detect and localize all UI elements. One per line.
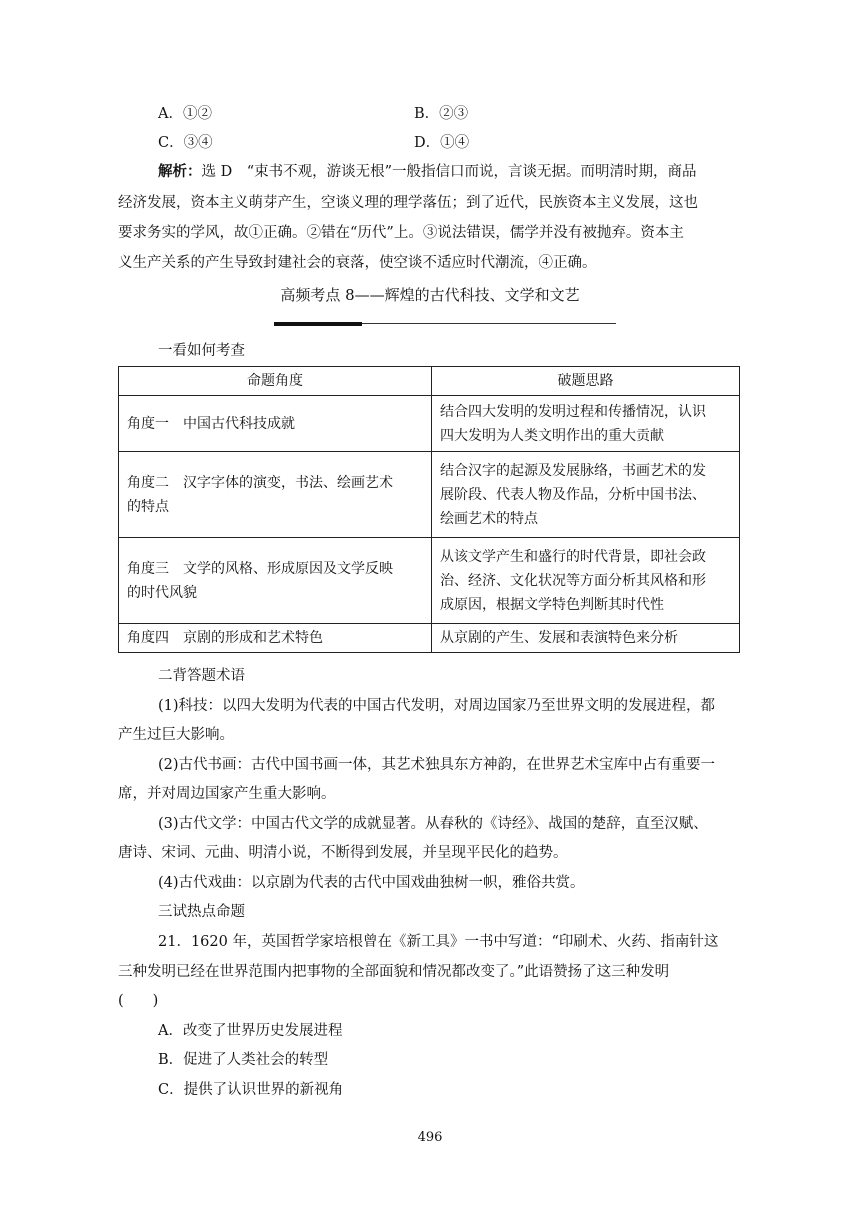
choice-c: C．提供了认识世界的新视角 [158,1082,344,1098]
table-header-angle: 命题角度 [119,367,432,396]
table-row [119,624,740,653]
table-row [119,396,740,452]
table-cell-angle: 角度三 文学的风格、形成原因及文学反映 的时代风貌 [119,538,432,624]
table-cell-angle: 角度二 汉字字体的演变，书法、绘画艺术 的特点 [119,452,432,538]
option-c: C．③④ [158,135,213,151]
option-a: A．①② [158,106,212,122]
page-number: 496 [417,1130,443,1145]
analysis-label: 解析： [158,163,202,180]
question-line-2: 三种发明已经在世界范围内把事物的全部面貌和情况都改变了。”此语赞扬了这三种发明 [118,964,670,980]
table-header-row [119,367,740,396]
term-3-line-2: 唐诗、宋词、元曲、明清小说，不断得到发展，并呈现平民化的趋势。 [118,845,568,861]
question-line-3: ( ) [118,993,159,1009]
analysis-line-2: 经济发展，资本主义萌芽产生，空谈义理的理学落伍；到了近代，民族资本主义发展，这也 [118,195,698,211]
option-b: B．②③ [414,106,469,122]
table-cell-approach: 结合汉字的起源及发展脉络，书画艺术的发 展阶段、代表人物及作品，分析中国书法、 绘画艺术的特点 [432,452,740,538]
analysis-line-3: 要求务实的学风，故①正确。②错在“历代”上。③说法错误，儒学并没有被抛弃。资本主 [118,225,684,241]
term-1-line-2: 产生过巨大影响。 [118,727,234,743]
table-row [119,452,740,538]
analysis-line-1: 解析：选 D “束书不观，游谈无根”一般指信口而说，言谈无据。而明清时期，商品 [158,163,697,180]
topic-table [118,366,740,653]
table-cell-angle: 角度四 京剧的形成和艺术特色 [119,624,432,653]
table-cell-approach: 从京剧的产生、发展和表演特色来分析 [432,624,740,653]
option-d: D．①④ [414,135,470,151]
question-line-1: 21．1620 年，英国哲学家培根曾在《新工具》一书中写道：“印刷术、火药、指南针这 [158,934,719,950]
table-cell-approach: 从该文学产生和盛行的时代背景，即社会政 治、经济、文化状况等方面分析其风格和形 成原因，根据文学特色判断其时代性 [432,538,740,624]
term-2-line-2: 席，并对周边国家产生重大影响。 [118,786,336,802]
term-3-line-1: (3)古代文学：中国古代文学的成就显著。从春秋的《诗经》、战国的楚辞，直至汉赋、 [158,816,708,832]
table-header-approach: 破题思路 [432,367,740,396]
section-title: 高频考点 8——辉煌的古代科技、文学和文艺 [280,286,580,304]
table-cell-angle: 角度一 中国古代科技成就 [119,396,432,452]
choice-a: A．改变了世界历史发展进程 [158,1023,343,1039]
choice-b: B．促进了人类社会的转型 [158,1052,329,1068]
title-rule-thick [274,322,362,326]
term-2-line-1: (2)古代书画：古代中国书画一体，其艺术独具东方神韵，在世界艺术宝库中占有重要一 [158,757,716,773]
term-4: (4)古代戏曲：以京剧为代表的古代中国戏曲独树一帜，雅俗共赏。 [158,875,585,891]
kanhe-heading: 一看如何考查 [158,343,245,359]
beida-heading: 二背答题术语 [158,668,245,684]
analysis-line-4: 义生产关系的产生导致封建社会的衰落，使空谈不适应时代潮流，④正确。 [118,255,597,271]
title-rule-thin [362,323,616,324]
table-row [119,538,740,624]
term-1-line-1: (1)科技：以四大发明为代表的中国古代发明，对周边国家乃至世界文明的发展进程，都 [158,698,716,714]
sanshi-heading: 三试热点命题 [158,904,245,920]
table-cell-approach: 结合四大发明的发明过程和传播情况，认识 四大发明为人类文明作出的重大贡献 [432,396,740,452]
